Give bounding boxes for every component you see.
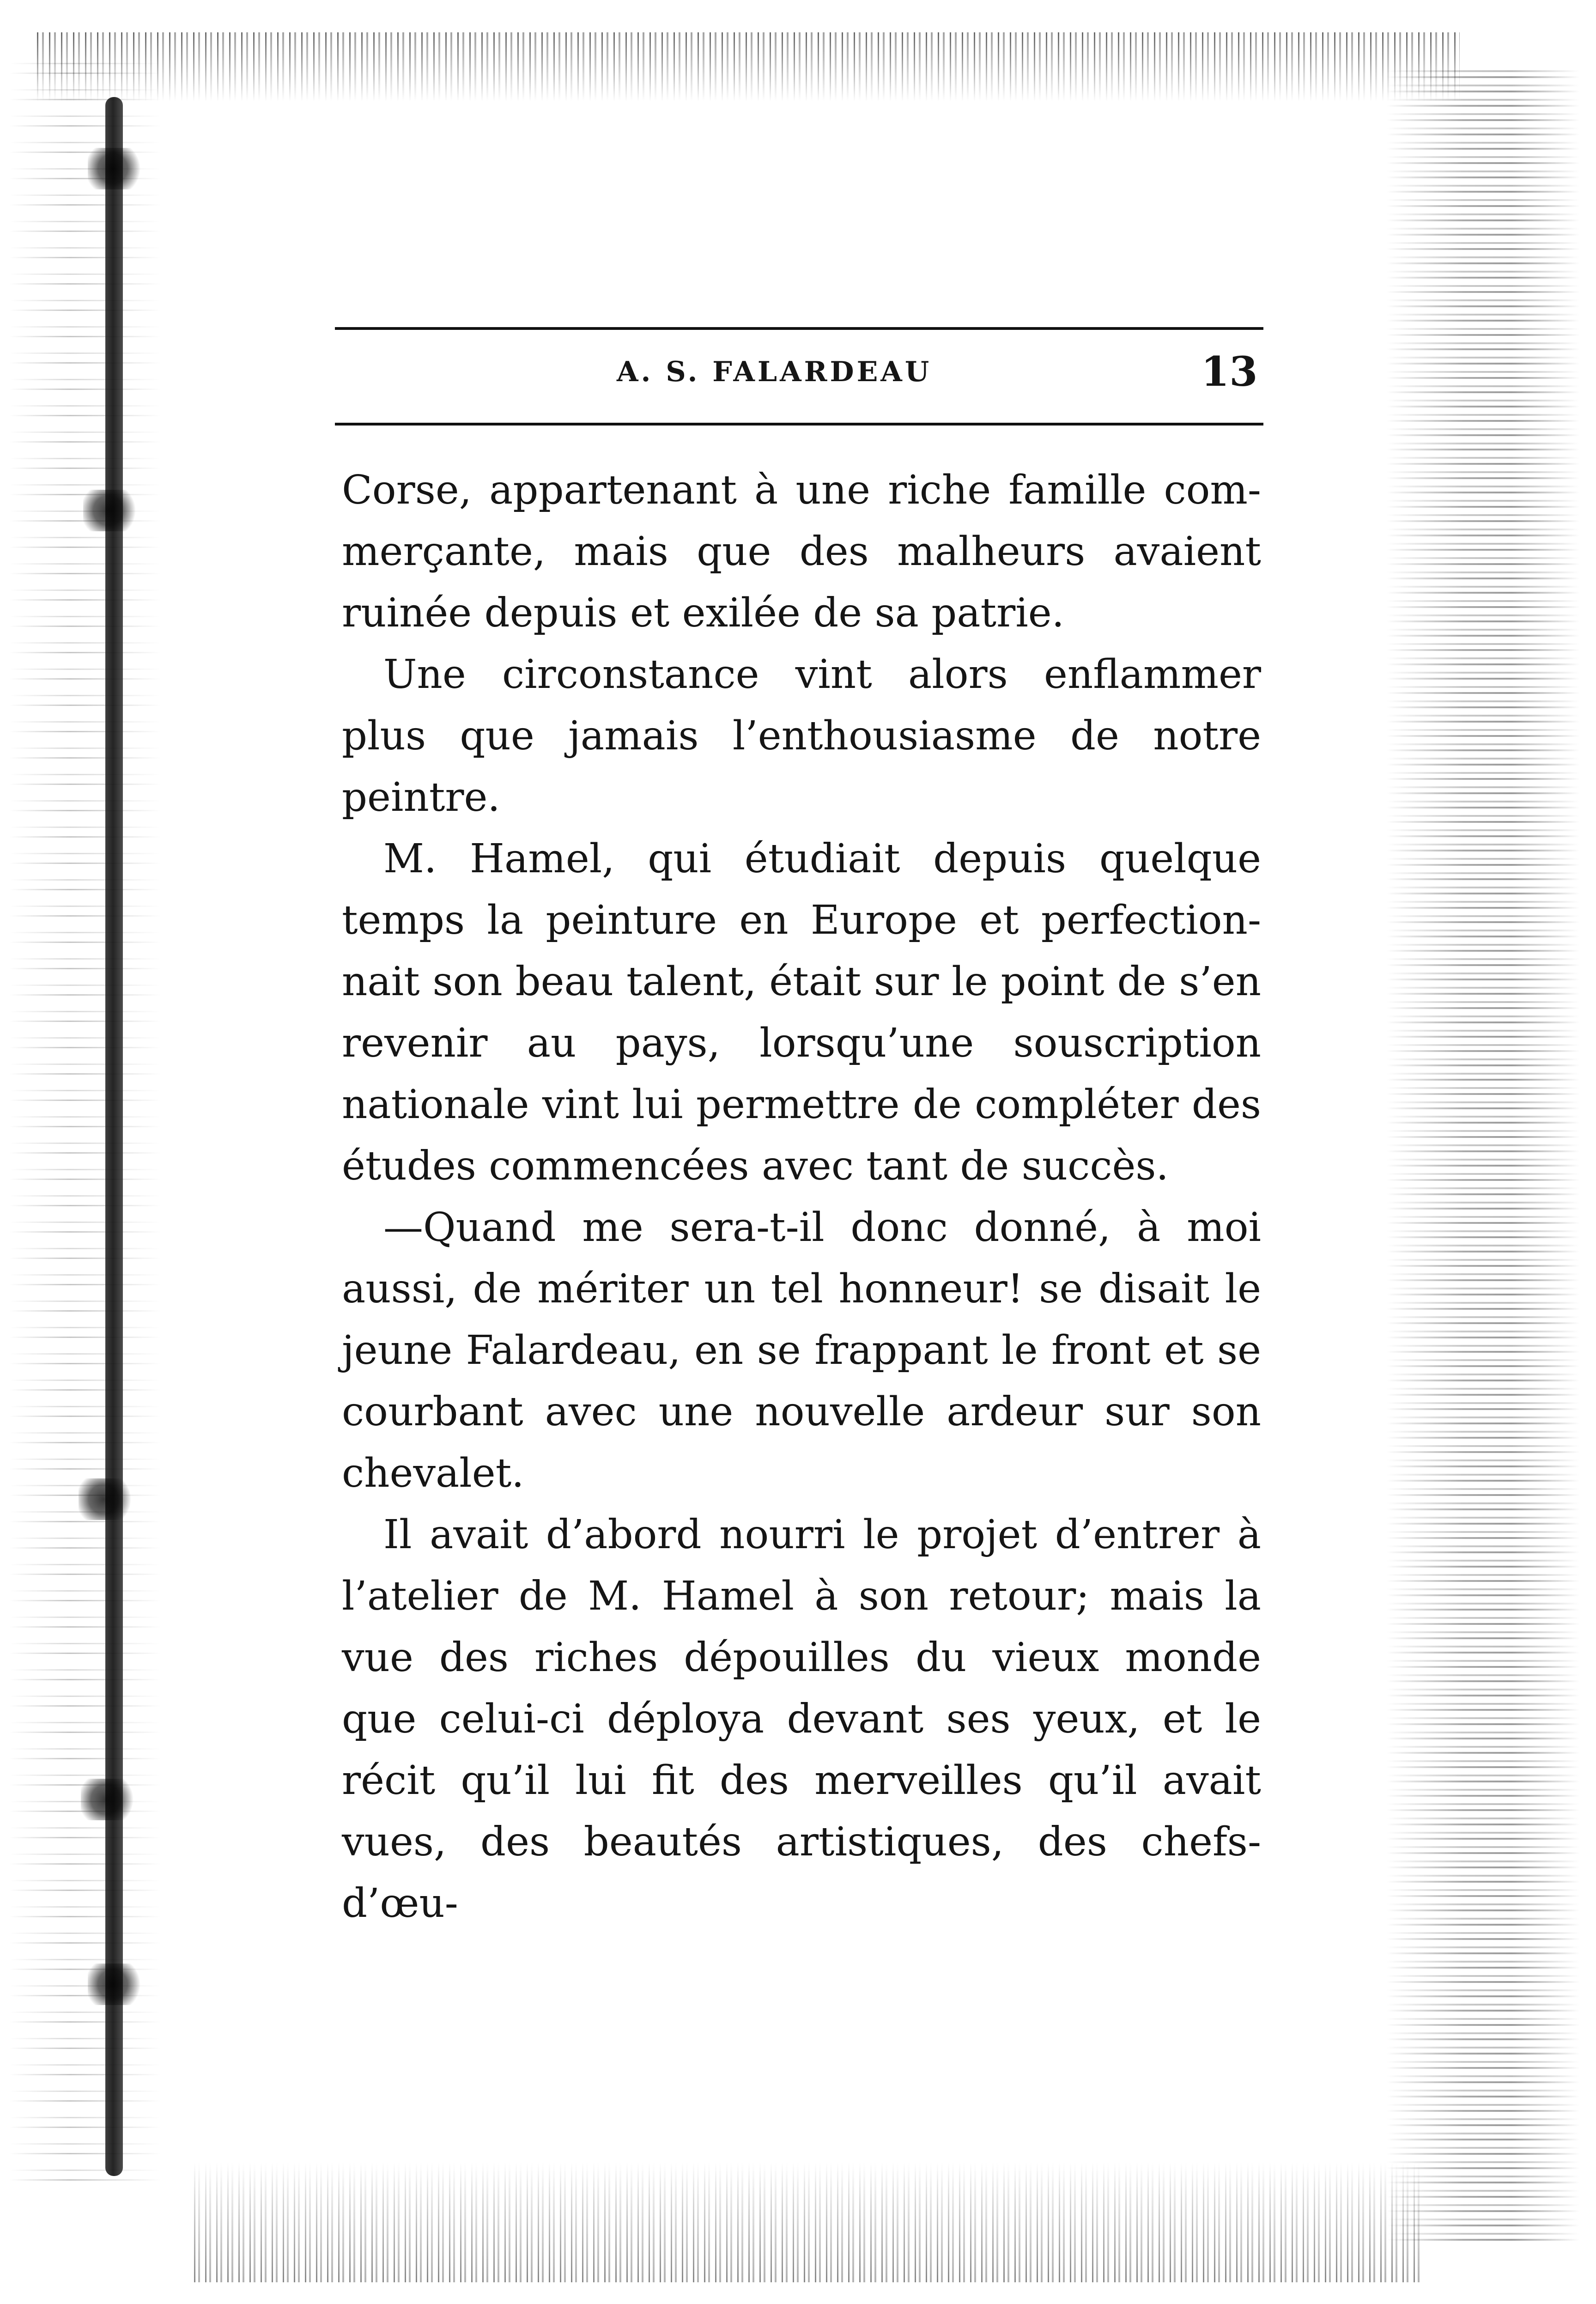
running-title: A. S. FALARDEAU <box>617 356 932 388</box>
binding-mark <box>79 1478 134 1520</box>
top-scan-noise <box>37 32 1460 102</box>
binding-mark <box>88 1964 143 2005</box>
bottom-scan-noise <box>194 2162 1423 2282</box>
paragraph-2: Une circonstance vint alors enflammer plus que jamais l’enthousiasme de notre peintre. <box>342 651 1261 821</box>
left-scan-noise <box>9 55 162 2181</box>
paragraph-5: Il avait d’abord nourri le projet d’entrer à l’atelier de M. Hamel à son retour; mais la vue des riches dépouilles du vieux monde que celui-ci déploya devant ses yeux, et le récit qu’il lui fit des merveilles qu’il avait vues, des beautés artistiques, des chefs-d’œu- <box>342 1512 1261 1927</box>
paragraph-1: Corse, appartenant à une riche famille com-merçante, mais que des malheurs avaient ruinée depuis et exilée de sa patrie. <box>342 467 1261 636</box>
page-number: 13 <box>1201 347 1258 395</box>
paragraph-4: —Quand me sera-t-il donc donné, à moi aussi, de mériter un tel honneur! se disait le jeune Falardeau, en se frappant le front et se courbant avec une nouvelle ardeur sur son chevalet. <box>342 1204 1261 1496</box>
right-scan-noise <box>1386 69 1580 2241</box>
header-bottom-rule <box>335 423 1263 426</box>
binding-mark <box>88 148 143 189</box>
binding-mark <box>83 490 139 531</box>
body-text <box>342 460 1261 1934</box>
paragraph-3: M. Hamel, qui étudiait depuis quelque temps la peinture en Europe et perfection-nait son beau talent, était sur le point de s’en revenir au pays, lorsqu’une souscription nationale vint lui permettre de compléter des études commencées avec tant de succès. <box>342 836 1261 1189</box>
header-top-rule <box>335 327 1263 330</box>
book-binding-edge <box>105 97 123 2176</box>
binding-mark <box>81 1779 136 1820</box>
